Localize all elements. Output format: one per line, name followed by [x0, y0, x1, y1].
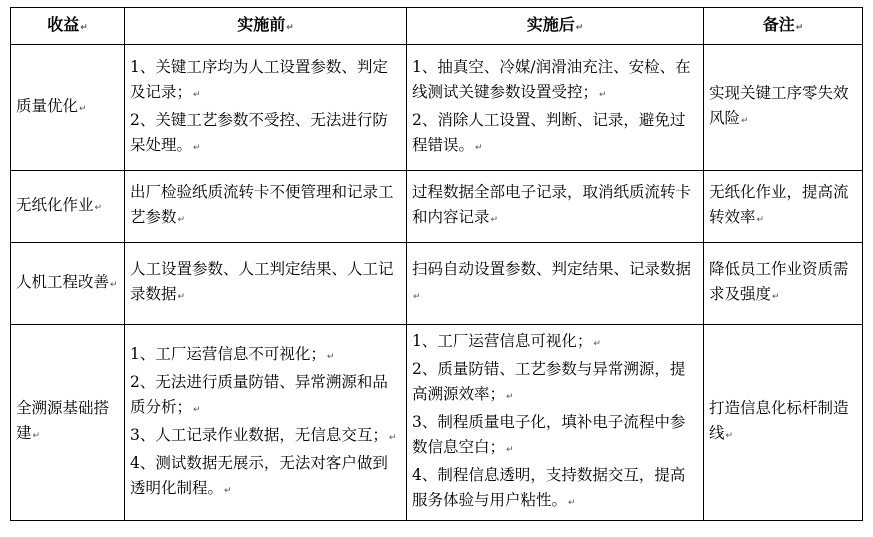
before-cell: 人工设置参数、人工判定结果、人工记录数据↵	[125, 243, 407, 325]
cell-line: 1、关键工序均为人工设置参数、判定及记录；↵	[130, 57, 388, 101]
header-row	[11, 8, 863, 45]
table-row	[11, 325, 863, 521]
table-row	[11, 171, 863, 243]
cell-line: 2、质量防错、工艺参数与异常溯源，提高溯源效率；↵	[412, 360, 686, 403]
cell-line: 2、消除人工设置、判断、记录，避免过程错误。↵	[412, 110, 686, 154]
benefit-cell: 全溯源基础搭建↵	[11, 325, 125, 521]
after-cell: 扫码自动设置参数、判定结果、记录数据↵	[407, 243, 704, 325]
cell-line: 4、制程信息透明，支持数据交互，提高服务体验与用户粘性。↵	[412, 466, 686, 509]
cell-line: 2、无法进行质量防错、异常溯源和品质分析；↵	[130, 372, 388, 416]
after-cell: 过程数据全部电子记录，取消纸质流转卡和内容记录↵	[407, 171, 704, 243]
cell-line: 1、工厂运营信息可视化；↵	[412, 332, 601, 350]
table-row	[11, 45, 863, 171]
after-cell	[407, 325, 704, 521]
note-cell: 打造信息化标杆制造线↵	[704, 325, 863, 521]
before-cell	[125, 325, 407, 521]
note-cell: 无纸化作业，提高流转效率↵	[704, 171, 863, 243]
note-cell: 实现关键工序零失效风险↵	[704, 45, 863, 171]
after-cell	[407, 45, 704, 171]
benefits-table	[10, 7, 863, 521]
cell-line: 3、制程质量电子化，填补电子流程中参数信息空白；↵	[412, 413, 686, 456]
benefit-cell: 人机工程改善↵	[11, 243, 125, 325]
before-cell: 出厂检验纸质流转卡不便管理和记录工艺参数↵	[125, 171, 407, 243]
cell-line: 1、抽真空、冷媒/润滑油充注、安检、在线测试关键参数设置受控；↵	[412, 57, 691, 101]
header-benefit: 收益↵	[11, 8, 125, 45]
cell-line: 1、工厂运营信息不可视化；↵	[130, 344, 335, 363]
cell-line: 4、测试数据无展示，无法对客户做到透明化制程。↵	[130, 453, 388, 497]
cell-line: 3、人工记录作业数据，无信息交互；↵	[130, 425, 397, 444]
table-row	[11, 243, 863, 325]
benefit-cell: 质量优化↵	[11, 45, 125, 171]
before-cell	[125, 45, 407, 171]
note-cell: 降低员工作业资质需求及强度↵	[704, 243, 863, 325]
cell-line: 2、关键工艺参数不受控、无法进行防呆处理。↵	[130, 110, 388, 154]
benefit-cell: 无纸化作业↵	[11, 171, 125, 243]
header-after: 实施后↵	[407, 8, 704, 45]
header-note: 备注↵	[704, 8, 863, 45]
header-before: 实施前↵	[125, 8, 407, 45]
